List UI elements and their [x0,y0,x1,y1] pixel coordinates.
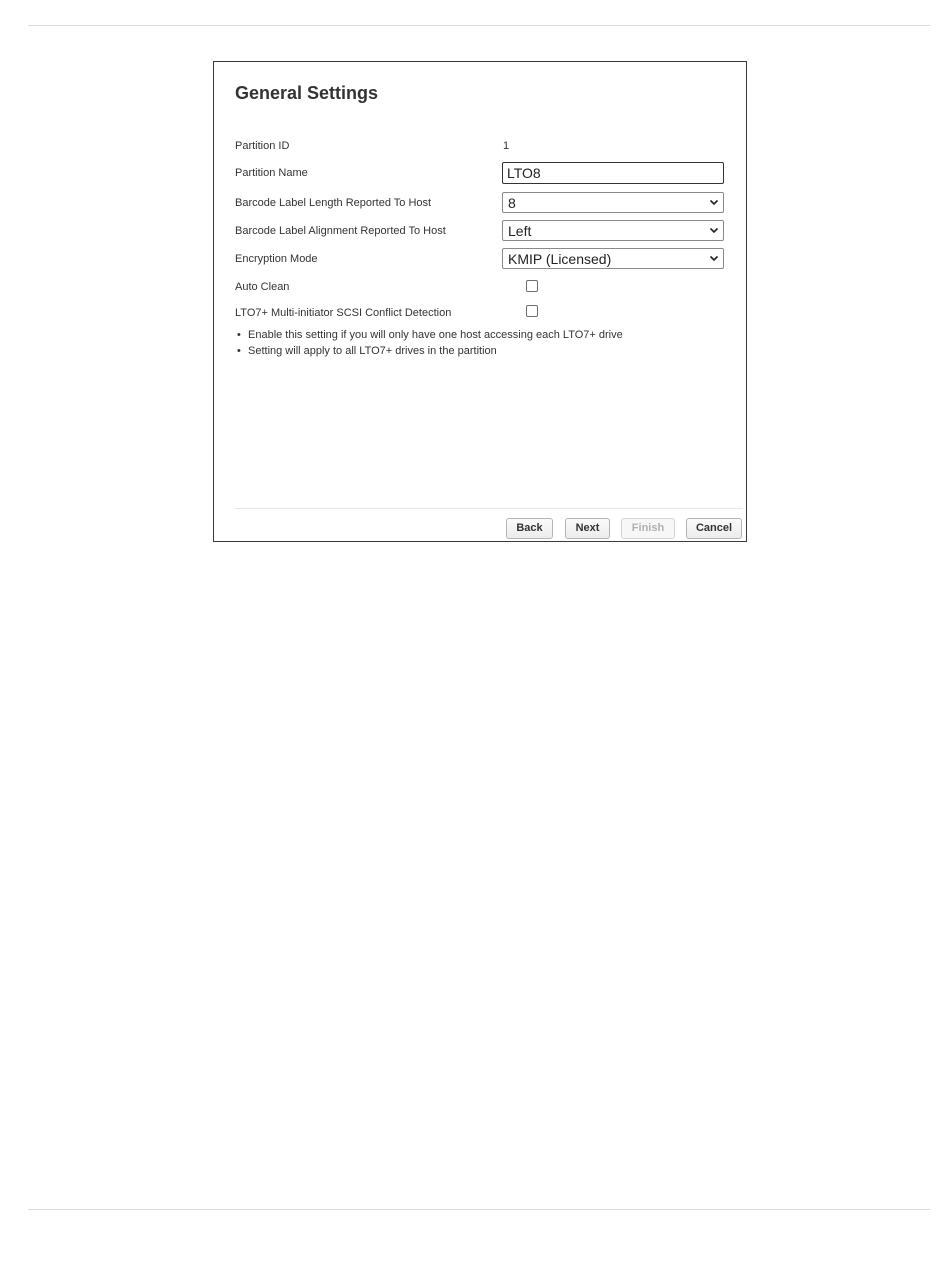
barcode-length-selected-value: 8 [508,195,516,211]
chevron-down-icon [709,197,719,207]
encryption-mode-select[interactable] [502,248,724,269]
note-text: Setting will apply to all LTO7+ drives in the partition [248,345,497,357]
barcode-length-row [235,192,725,214]
cancel-button[interactable]: Cancel [686,518,742,539]
general-settings-dialog [213,61,747,542]
barcode-alignment-row [235,220,725,242]
bullet-icon: • [237,329,241,341]
conflict-detection-label: LTO7+ Multi-initiator SCSI Conflict Detection [235,307,452,319]
barcode-length-select[interactable] [502,192,724,213]
next-button[interactable]: Next [565,518,610,539]
conflict-detection-checkbox[interactable] [526,305,538,317]
partition-id-row [235,139,725,161]
partition-id-value: 1 [503,140,510,152]
note-item [235,327,623,343]
auto-clean-row [235,278,725,300]
bullet-icon: • [237,345,241,357]
barcode-alignment-label: Barcode Label Alignment Reported To Host [235,225,446,237]
note-item [235,343,623,359]
encryption-mode-row [235,248,725,270]
footer-divider [235,508,743,509]
chevron-down-icon [709,225,719,235]
partition-name-label: Partition Name [235,167,308,179]
partition-name-row [235,162,725,184]
page-top-divider [28,25,930,26]
dialog-title: General Settings [235,83,379,103]
barcode-length-label: Barcode Label Length Reported To Host [235,197,432,209]
barcode-alignment-select[interactable] [502,220,724,241]
encryption-mode-selected-value: KMIP (Licensed) [508,251,612,267]
page-bottom-divider [28,1209,930,1210]
partition-name-input[interactable] [502,162,724,184]
barcode-alignment-selected-value: Left [508,223,532,239]
finish-button[interactable]: Finish [621,518,675,539]
conflict-detection-row [235,304,725,326]
encryption-mode-label: Encryption Mode [235,253,318,265]
note-text: Enable this setting if you will only have one host accessing each LTO7+ drive [248,329,623,341]
auto-clean-checkbox[interactable] [526,280,538,292]
conflict-detection-notes [235,327,623,359]
chevron-down-icon [709,253,719,263]
auto-clean-label: Auto Clean [235,281,290,293]
back-button[interactable]: Back [506,518,553,539]
partition-id-label: Partition ID [235,140,290,152]
